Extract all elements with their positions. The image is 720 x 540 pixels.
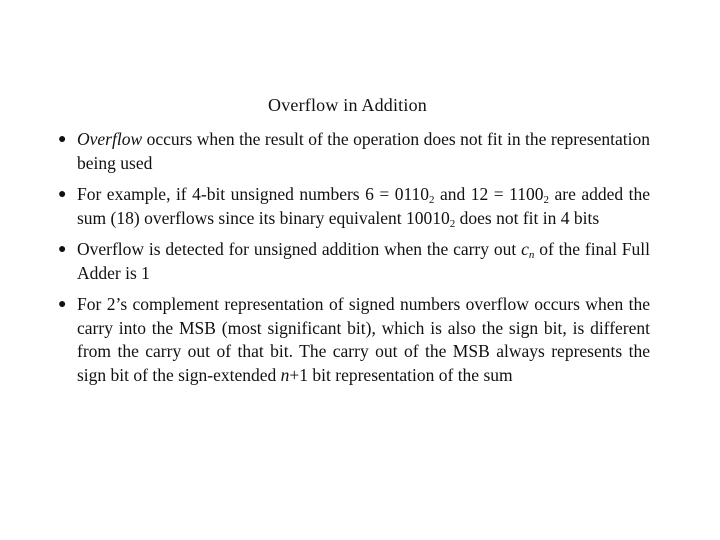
bullet-twos-complement <box>55 293 650 387</box>
bullet-dot-icon: ● <box>58 242 67 257</box>
bullet-dot-icon: ● <box>58 187 67 202</box>
bullet-text: For example, if 4-bit unsigned numbers 6 = 0110 <box>77 184 430 204</box>
bullet-text: are added the sum (18) overflows since its binary equivalent 10010 <box>77 184 650 228</box>
math-variable: c <box>521 239 529 259</box>
subscript: 2 <box>429 194 435 206</box>
bullet-overflow-definition <box>55 128 650 175</box>
subscript: 2 <box>543 194 549 206</box>
bullet-text: For 2’s complement representation of signed numbers overflow occurs when the carry into the MSB (most significant bit), which is also the sign bit, is different from the carry out of that bit. The carry out of the MSB always represents the sign bit of the sign-extended <box>77 294 650 385</box>
bullet-example <box>55 183 650 230</box>
subscript: 2 <box>449 217 456 230</box>
bullet-text: Overflow is detected for unsigned addition when the carry out <box>77 239 522 259</box>
bullet-text: and 12 = 1100 <box>434 184 544 204</box>
math-variable: n <box>280 364 290 385</box>
bullet-text: does not fit in 4 bits <box>455 207 600 228</box>
overflow-term: Overflow <box>77 129 143 149</box>
slide-title: Overflow in Addition <box>268 95 427 115</box>
bullet-dot-icon: ● <box>58 132 67 147</box>
subscript: n <box>528 249 535 261</box>
bullet-text: +1 bit representation of the sum <box>289 364 513 385</box>
bullet-list <box>55 128 650 395</box>
bullet-unsigned-detection <box>55 238 650 285</box>
bullet-text: of the final Full Adder is 1 <box>77 239 650 283</box>
bullet-dot-icon: ● <box>58 297 67 312</box>
bullet-text: occurs when the result of the operation does not fit in the representation being used <box>77 129 650 173</box>
